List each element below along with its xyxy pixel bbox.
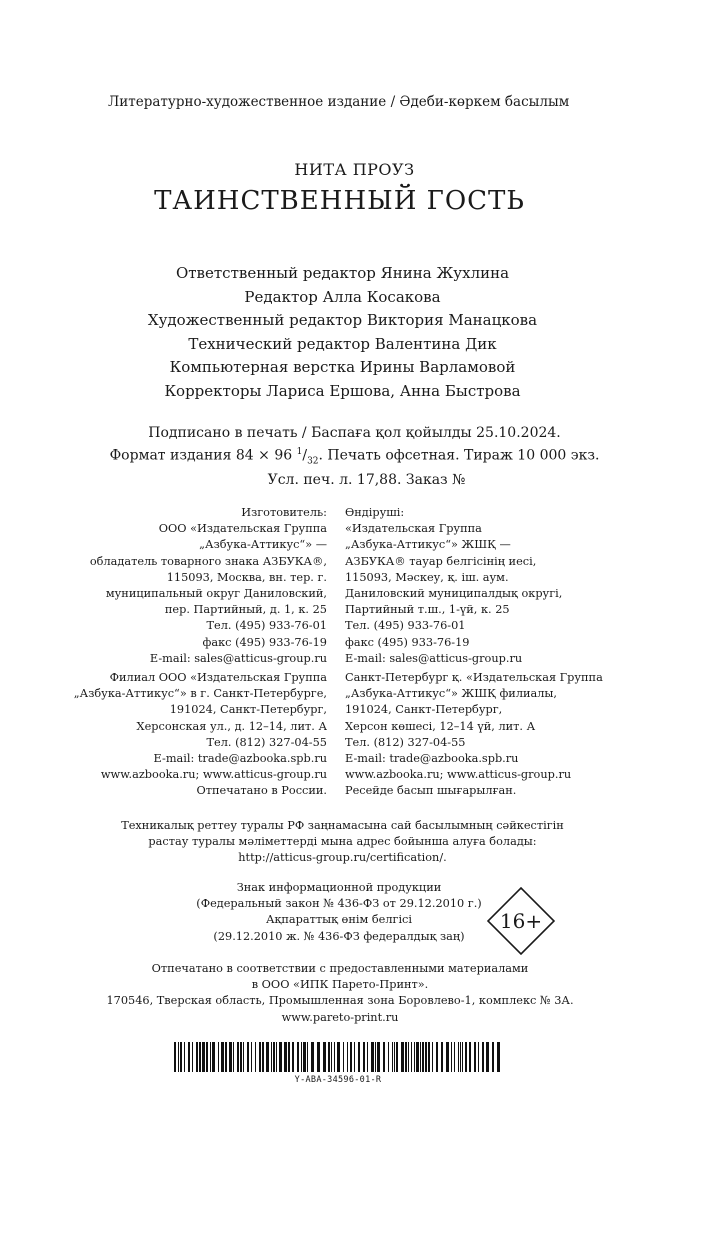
author-name: НИТА ПРОУЗ	[294, 160, 415, 179]
branch-ru-line: E-mail: trade@azbooka.spb.ru	[153, 752, 327, 766]
manufacturer-kz-line: Тел. (495) 933-76-01	[345, 619, 466, 633]
barcode-bar	[486, 1042, 489, 1072]
barcode-bar	[301, 1042, 302, 1072]
manufacturer-ru	[90, 505, 327, 667]
barcode-bar	[202, 1042, 205, 1072]
barcode-bar	[262, 1042, 264, 1072]
web-ru-line: Отпечатано в России.	[196, 784, 327, 798]
info-sign-line: Ақпараттық өнім белгісі	[265, 913, 412, 927]
format-suffix: . Печать офсетная. Тираж 10 000 экз.	[318, 447, 600, 464]
printer-line: Отпечатано в соответствии с предоставленными материалами	[151, 962, 529, 975]
barcode-bar	[425, 1042, 427, 1072]
barcode-bar	[411, 1042, 412, 1072]
barcode-bar	[347, 1042, 348, 1072]
format-line: Формат издания 84 × 96 $^1/_{32}$. Печать офсетная. Тираж 10 000 экз.	[109, 447, 600, 467]
barcode-bar	[178, 1042, 179, 1072]
barcode-bar	[288, 1042, 290, 1072]
barcode-bar	[279, 1042, 282, 1072]
web-kz	[345, 767, 571, 799]
barcode-bar	[180, 1042, 182, 1072]
barcode-bar	[408, 1042, 409, 1072]
print-info	[0, 424, 709, 490]
barcode-bar	[284, 1042, 287, 1072]
barcode-bar	[474, 1042, 476, 1072]
printer-line: в ООО «ИПК Парето-Принт».	[251, 978, 429, 992]
sheets-order: Усл. печ. л. 17,88. Заказ №	[267, 472, 466, 489]
barcode-bar	[210, 1042, 211, 1072]
barcode-bar	[451, 1042, 452, 1072]
branch-kz-line: Санкт-Петербург қ. «Издательская Группа	[345, 671, 603, 684]
barcode-bar	[255, 1042, 256, 1072]
barcode-bar	[363, 1042, 365, 1072]
barcode-bar	[188, 1042, 190, 1072]
signed-date: Подписано в печать / Баспаға қол қойылды 25.10.2024.	[148, 425, 561, 441]
barcode-bar	[465, 1042, 467, 1072]
barcode-bar	[497, 1042, 500, 1072]
barcode-bar	[462, 1042, 463, 1072]
branch-kz	[345, 670, 603, 767]
age-rating-badge	[487, 887, 555, 955]
barcode-bar	[237, 1042, 239, 1072]
barcode-bar	[392, 1042, 393, 1072]
barcode-bar	[323, 1042, 326, 1072]
info-sign-line: (29.12.2010 ж. № 436-ФЗ федералдық заң)	[213, 929, 465, 943]
manufacturer-ru-line: пер. Партийный, д. 1, к. 25	[164, 603, 327, 617]
barcode-bar	[367, 1042, 368, 1072]
manufacturer-kz-line: Өндіруші:	[345, 506, 405, 519]
barcode-bar	[225, 1042, 227, 1072]
info-sign-line: (Федеральный закон № 436-ФЗ от 29.12.2010 г.)	[196, 897, 482, 911]
barcode-bar	[240, 1042, 242, 1072]
credit-line: Ответственный редактор Янина Жухлина	[175, 264, 510, 282]
barcode-bar	[432, 1042, 433, 1072]
manufacturer-ru-line: 115093, Москва, вн. тер. г.	[166, 570, 327, 584]
barcode-bar	[328, 1042, 330, 1072]
branch-ru-line: „Азбука-Аттикус“» в г. Санкт-Петербурге,	[73, 687, 327, 701]
manufacturer-kz-line: Даниловский муниципалдық округі,	[345, 587, 563, 601]
certification-note	[0, 818, 685, 867]
branch-kz-line: 191024, Санкт-Петербург,	[345, 703, 503, 717]
manufacturer-ru-line: ООО «Издательская Группа	[158, 522, 327, 536]
barcode-text: Y-ABA-34596-01-R	[294, 1075, 382, 1085]
printer-line: 170546, Тверская область, Промышленная зона Боровлево-1, комплекс № 3А.	[106, 994, 574, 1008]
edition-type: Литературно-художественное издание / Әдеби-көркем басылым	[108, 94, 570, 110]
branch-kz-line: Тел. (812) 327-04-55	[345, 735, 466, 749]
barcode-bar	[371, 1042, 374, 1072]
barcode-bar	[271, 1042, 272, 1072]
barcode-bar	[405, 1042, 407, 1072]
barcode-bar	[460, 1042, 461, 1072]
barcode-bar	[331, 1042, 332, 1072]
manufacturer-ru-line: обладатель товарного знака АЗБУКА®,	[89, 554, 327, 568]
barcode-bar	[206, 1042, 208, 1072]
barcode-bar	[233, 1042, 234, 1072]
barcode-bar	[174, 1042, 176, 1072]
barcode-icon	[172, 1042, 502, 1072]
manufacturer-kz-line: „Азбука-Аттикус“» ЖШҚ —	[345, 538, 511, 552]
barcode-bar	[396, 1042, 398, 1072]
certification-line: Техникалық реттеу туралы РФ заңнамасына сай басылымның сәйкестігін	[121, 819, 564, 832]
barcode-bar	[337, 1042, 340, 1072]
barcode-bar	[292, 1042, 294, 1072]
barcode-bar	[218, 1042, 219, 1072]
info-sign-line: Знак информационной продукции	[236, 881, 442, 894]
web-ru-line: www.azbooka.ru; www.atticus-group.ru	[100, 768, 327, 781]
book-title: ТАИНСТВЕННЫЙ ГОСТЬ	[154, 186, 525, 216]
barcode-bar	[478, 1042, 479, 1072]
barcode-bar	[317, 1042, 320, 1072]
barcode-bar	[343, 1042, 344, 1072]
barcode-bar	[251, 1042, 252, 1072]
format-numerator: 1	[296, 447, 303, 457]
barcode-bar	[383, 1042, 385, 1072]
manufacturer-kz	[345, 505, 562, 667]
certification-line: растау туралы мәліметтерді мына адрес бойынша алуға болады:	[148, 835, 537, 849]
credit-line: Корректоры Лариса Ершова, Анна Быстрова	[164, 381, 521, 400]
manufacturer-ru-line: Тел. (495) 933-76-01	[206, 619, 327, 633]
barcode-bar	[375, 1042, 376, 1072]
barcode-bar	[388, 1042, 389, 1072]
branch-ru	[74, 670, 327, 767]
barcode-bar	[377, 1042, 380, 1072]
printer-line: www.pareto-print.ru	[281, 1010, 399, 1024]
barcode-bar	[243, 1042, 244, 1072]
manufacturer-ru-line: муниципальный округ Даниловский,	[105, 587, 327, 601]
branch-kz-line: E-mail: trade@azbooka.spb.ru	[345, 752, 519, 766]
manufacturer-kz-line: E-mail: sales@atticus-group.ru	[345, 651, 523, 665]
manufacturer-ru-line: E-mail: sales@atticus-group.ru	[149, 651, 327, 665]
web-kz-line: www.azbooka.ru; www.atticus-group.ru	[345, 768, 572, 781]
barcode-bar	[273, 1042, 275, 1072]
barcode-bar	[482, 1042, 484, 1072]
credit-line: Компьютерная верстка Ирины Варламовой	[169, 358, 516, 376]
barcode-bar	[199, 1042, 201, 1072]
barcode-bar	[212, 1042, 215, 1072]
manufacturer-kz-line: «Издательская Группа	[345, 522, 482, 536]
format-denominator: 32	[307, 456, 319, 467]
branch-ru-line: Херсонская ул., д. 12–14, лит. А	[136, 719, 327, 733]
barcode-bar	[303, 1042, 306, 1072]
manufacturer-kz-line: факс (495) 933-76-19	[345, 635, 470, 649]
barcode-bar	[469, 1042, 471, 1072]
barcode-bar	[307, 1042, 308, 1072]
manufacturer-kz-line: 115093, Мәскеу, қ. іш. аум.	[345, 570, 509, 584]
barcode-bar	[414, 1042, 415, 1072]
barcode-bar	[192, 1042, 193, 1072]
branch-ru-line: Тел. (812) 327-04-55	[206, 735, 327, 749]
barcode-bar	[420, 1042, 421, 1072]
barcode-bar	[196, 1042, 198, 1072]
barcode-bar	[297, 1042, 299, 1072]
branch-kz-line: „Азбука-Аттикус“» ЖШҚ филиалы,	[345, 687, 558, 701]
barcode-bar	[350, 1042, 352, 1072]
barcode-bar	[441, 1042, 443, 1072]
branch-ru-line: 191024, Санкт-Петербург,	[169, 703, 327, 717]
certification-line: http://atticus-group.ru/certification/.	[238, 851, 447, 865]
manufacturer-ru-line: факс (495) 933-76-19	[202, 635, 327, 649]
barcode-bar	[458, 1042, 459, 1072]
credits-block	[0, 262, 685, 403]
age-rating-text: 16+	[499, 909, 543, 933]
barcode-bar	[311, 1042, 314, 1072]
web-ru	[101, 767, 327, 799]
credit-line: Технический редактор Валентина Дик	[188, 334, 497, 353]
printer-info	[0, 961, 680, 1026]
barcode-bar	[446, 1042, 449, 1072]
barcode-bar	[394, 1042, 395, 1072]
web-kz-line: Ресейде басып шығарылған.	[345, 784, 517, 798]
barcode-bar	[454, 1042, 455, 1072]
barcode-bar	[247, 1042, 249, 1072]
barcode-bar	[422, 1042, 424, 1072]
barcode-bar	[221, 1042, 224, 1072]
barcode-bar	[266, 1042, 269, 1072]
branch-kz-line: Херсон көшесі, 12–14 үй, лит. А	[345, 719, 536, 733]
barcode-bar	[401, 1042, 404, 1072]
manufacturer-kz-line: АЗБУКА® тауар белгісінің иесі,	[345, 554, 537, 568]
barcode-bar	[436, 1042, 438, 1072]
credit-line: Художественный редактор Виктория Манацкова	[147, 311, 538, 329]
barcode-bar	[229, 1042, 232, 1072]
barcode-bar	[358, 1042, 360, 1072]
manufacturer-ru-line: „Азбука-Аттикус“» —	[199, 538, 327, 552]
manufacturer-kz-line: Партийный т.ш., 1-үй, к. 25	[345, 603, 510, 617]
format-prefix: Формат издания 84 × 96	[109, 447, 293, 464]
branch-ru-line: Филиал ООО «Издательская Группа	[109, 671, 327, 684]
barcode-bar	[354, 1042, 355, 1072]
barcode-bar	[276, 1042, 277, 1072]
barcode-bar	[492, 1042, 494, 1072]
barcode-bar	[259, 1042, 261, 1072]
info-product-sign	[183, 880, 495, 945]
credit-line: Редактор Алла Косакова	[244, 287, 441, 306]
barcode-bar	[416, 1042, 419, 1072]
barcode-bar	[334, 1042, 335, 1072]
barcode-bar	[428, 1042, 430, 1072]
barcode-bar	[184, 1042, 185, 1072]
manufacturer-ru-line: Изготовитель:	[241, 506, 327, 519]
